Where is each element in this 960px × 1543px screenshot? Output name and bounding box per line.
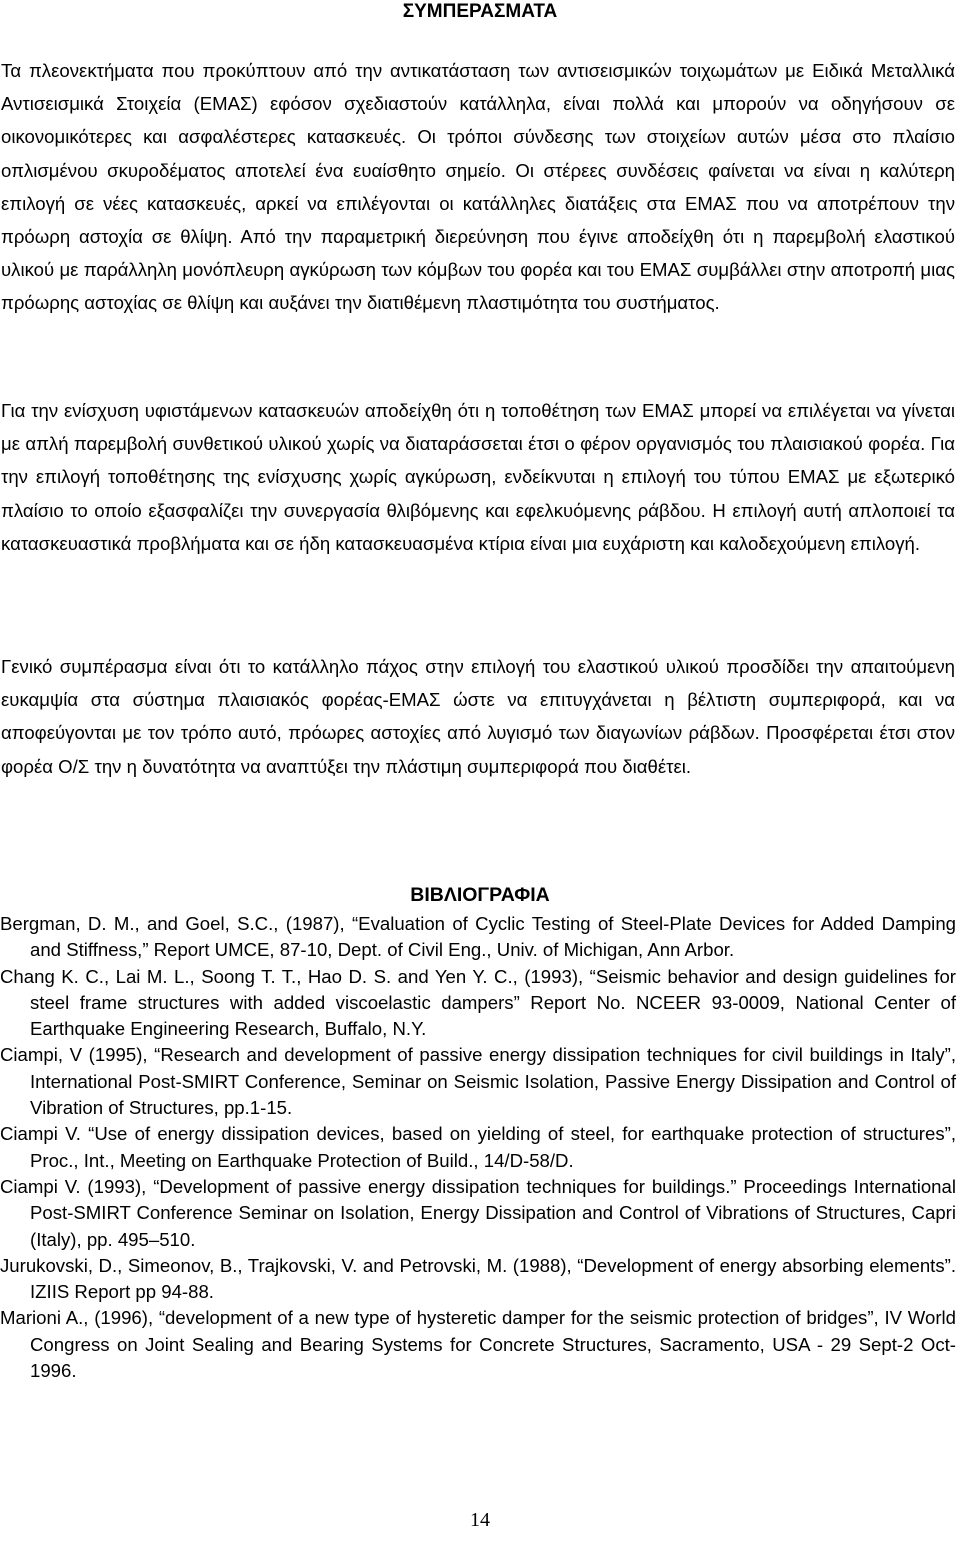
reference-item: Chang K. C., Lai M. L., Soong T. T., Hao D. S. and Yen Y. C., (1993), “Seismic behavior and design guidelines for steel frame structures with added viscoelastic dampers” Report No. NCEER 93-0009, National Center of Earthquake Engineering Research, Buffalo, N.Y. [0,965,956,1040]
page-number: 14 [470,1509,490,1531]
reference-item: Marioni A., (1996), “development of a new type of hysteretic damper for the seismic protection of bridges”, IV World Congress on Joint Sealing and Bearing Systems for Concrete Structures, Sacramento, USA - 29 Sept-2 Oct-1996. [0,1307,956,1382]
reference-item: Ciampi V. (1993), “Development of passive energy dissipation techniques for buildings.” Proceedings International Post-SMIRT Conference Seminar on Isolation, Energy Dissipation and Control of Vibrations of Structures, Capri (Italy), pp. 495–510. [0,1175,956,1250]
bibliography-title: ΒΙΒΛΙΟΓΡΑΦΙΑ [410,884,550,906]
reference-list [0,911,956,1384]
reference-item: Ciampi V. “Use of energy dissipation devices, based on yielding of steel, for earthquake protection of structures”, Proc., Int., Meeting on Earthquake Protection of Build., 14/D-58/D. [0,1123,956,1171]
paragraph-1: Τα πλεονεκτήματα που προκύπτουν από την αντικατάσταση των αντισεισμικών τοιχωμάτων με Ειδικά Μεταλλικά Αντισεισμικά Στοιχεία (ΕΜΑΣ) εφόσον σχεδιαστούν κατάλληλα, είναι πολλά και μπορούν να οδηγήσουν σε οικονομικότερες και ασφαλέστερες κατασκευές. Οι τρόποι σύνδεσης των στοιχείων αυτών μέσα στο πλαίσιο οπλισμένου σκυροδέματος αποτελεί ένα ευαίσθητο σημείο. Οι στέρεες συνδέσεις φαίνεται να είναι η καλύτερη επιλογή σε νέες κατασκευές, αρκεί να επιλέγονται οι κατάλληλες διατάξεις στα ΕΜΑΣ που να αποτρέπουν την πρόωρη αστοχία σε θλίψη. Από την παραμετρική διερεύνηση που έγινε αποδείχθη ότι η παρεμβολή ελαστικού υλικού με παράλληλη μονόπλευρη αγκύρωση των κόμβων του φορέα και του ΕΜΑΣ συμβάλλει στην αποτροπή μιας πρόωρης αστοχίας σε θλίψη και αυξάνει την διατιθέμενη πλαστιμότητα του συστήματος. [1,60,955,314]
reference-item: Ciampi, V (1995), “Research and development of passive energy dissipation techniques for civil buildings in Italy”, International Post-SMIRT Conference, Seminar on Seismic Isolation, Passive Energy Dissipation and Control of Vibration of Structures, pp.1-15. [0,1044,956,1119]
paragraph-2: Για την ενίσχυση υφιστάμενων κατασκευών αποδείχθη ότι η τοποθέτηση των ΕΜΑΣ μπορεί να επιλέγεται να γίνεται με απλή παρεμβολή συνθετικού υλικού χωρίς να διαταράσσεται έτσι ο φέρον οργανισμός του πλαισιακού φορέα. Για την επιλογή τοποθέτησης της ενίσχυσης χωρίς αγκύρωση, ενδείκνυται η επιλογή του τύπου ΕΜΑΣ με εξωτερικό πλαίσιο το οποίο εξασφαλίζει την συνεργασία θλιβόμενης και εφελκυόμενης ράβδου. Η επιλογή αυτή απλοποιεί τα κατασκευαστικά προβλήματα και σε ήδη κατασκευασμένα κτίρια είναι μια ευχάριστη και καλοδεχούμενη επιλογή. [1,400,955,554]
reference-item: Bergman, D. M., and Goel, S.C., (1987), “Evaluation of Cyclic Testing of Steel-Plate Devices for Added Damping and Stiffness,” Report UMCE, 87-10, Dept. of Civil Eng., Univ. of Michigan, Ann Arbor. [0,913,956,961]
paragraph-3: Γενικό συμπέρασμα είναι ότι το κατάλληλο πάχος στην επιλογή του ελαστικού υλικού προσδίδει την απαιτούμενη ευκαμψία στα σύστημα πλαισιακός φορέας-ΕΜΑΣ ώστε να επιτυγχάνεται η βέλτιστη συμπεριφορά, και να αποφεύγονται με τον τρόπο αυτό, πρόωρες αστοχίες από λυγισμό των διαγωνίων ράβδων. Προσφέρεται έτσι στον φορέα Ο/Σ την η δυνατότητα να αναπτύξει την πλάστιμη συμπεριφορά που διαθέτει. [1,656,955,777]
section-title-conclusions: ΣΥΜΠΕΡΑΣΜΑΤΑ [402,1,558,22]
reference-item: Jurukovski, D., Simeonov, B., Trajkovski, V. and Petrovski, M. (1988), “Development of energy absorbing elements”. IZIIS Report pp 94-88. [0,1254,956,1303]
